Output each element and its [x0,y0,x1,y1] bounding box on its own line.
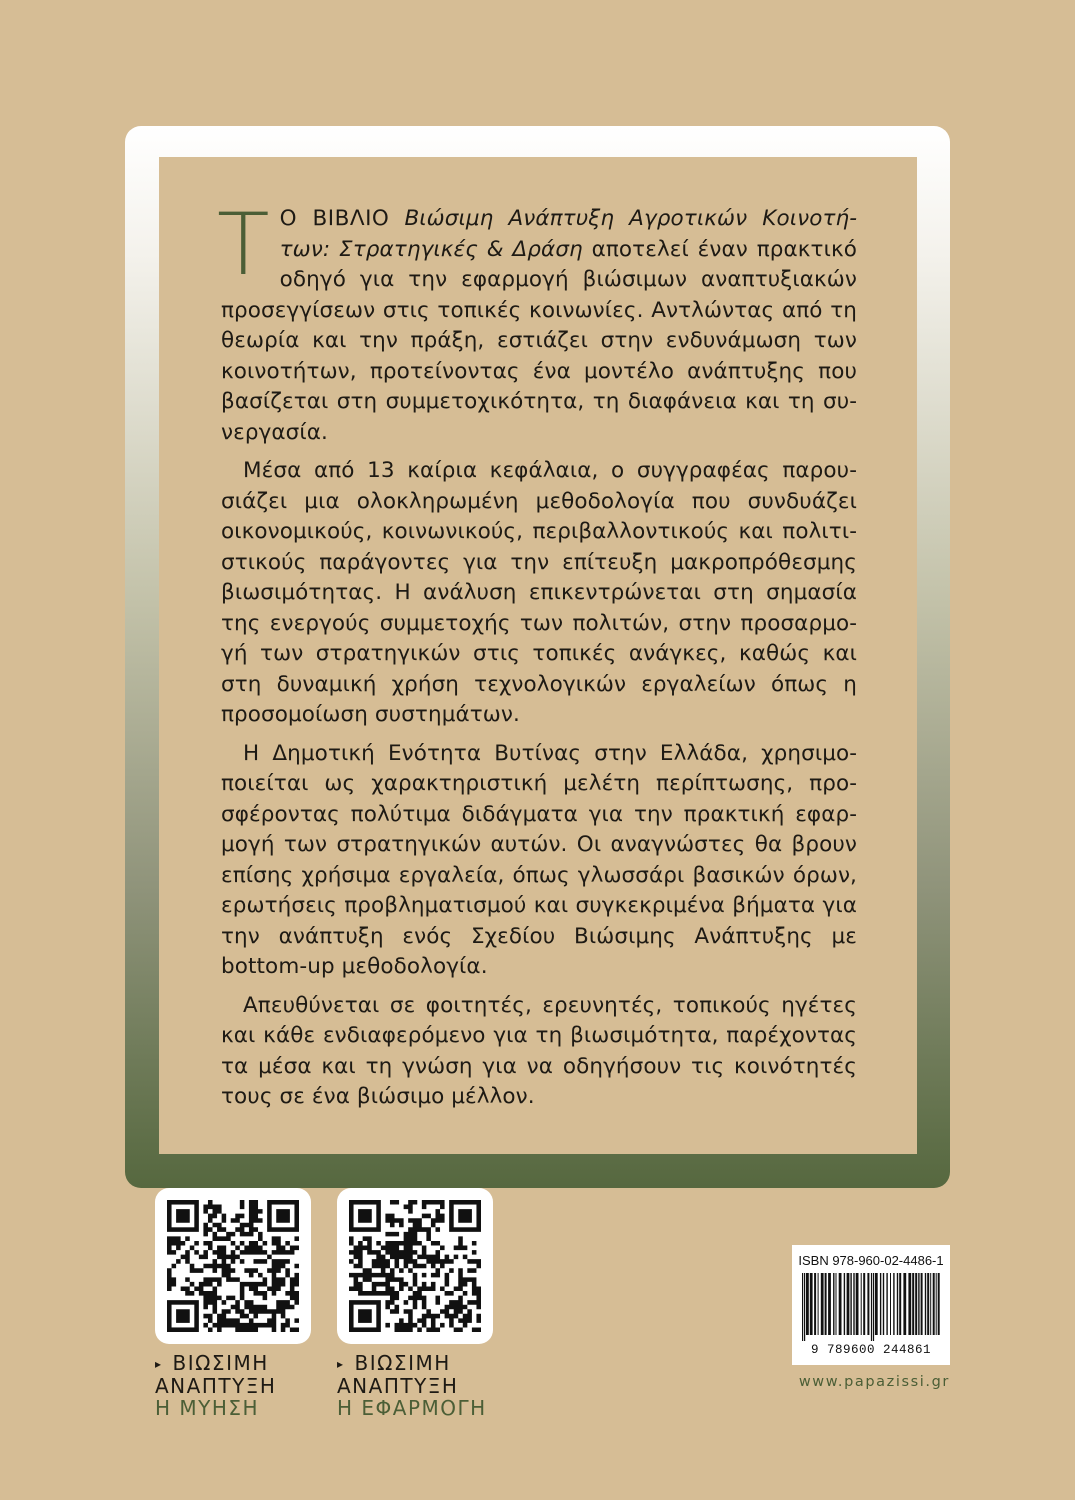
qr-caption-line1: ΒΙΩΣΙΜΗ [354,1351,451,1375]
blurb-paragraph-1-rest: αποτελεί έναν πρακτικό οδηγό για την εφαρμογή βιώσιμων αναπτυξιακών προσεγγίσεων στις τοπικές κοινωνίες. Αντλώντας από τη θεωρία και την πράξη, εστιάζει στην ενδυνάμωση των κοινοτήτων, προτείνοντας ένα μοντέλο ανάπτυξης που βασίζεται στη συμμετοχικότητα, τη διαφάνεια και τη συνεργασία. [221,236,857,445]
qr-code-icon [167,1200,299,1332]
isbn-barcode-block [792,1245,950,1365]
blurb-paragraph-4: Απευθύνεται σε φοιτητές, ερευνητές, τοπικούς ηγέτες και κάθε ενδιαφερόμενο για τη βιωσιμότητα, παρέχοντας τα μέσα και τη γνώση για να οδηγήσουν τις κοινότητές τους σε ένα βιώσιμο μέλλον. [221,992,857,1109]
isbn-label: ISBN 978-960-02-4486-1 [798,1253,944,1268]
qr-code-application[interactable] [337,1188,493,1344]
publisher-website[interactable]: www.papazissi.gr [798,1374,950,1390]
blurb-text [217,195,857,1121]
blurb-paragraph-3: Η Δημοτική Ενότητα Βυτίνας στην Ελλάδα, χρησιμοποιείται ως χαρακτηριστική μελέτη περίπτωσης, προσφέροντας πολύτιμα διδάγματα για την πρακτική εφαρμογή των στρατηγικών αυτών. Οι αναγνώστες θα βρουν επίσης χρήσιμα εργαλεία, όπως γλωσσάρι βασικών όρων, ερωτήσεις προβληματισμού και συγκεκριμένα βήματα για την ανάπτυξη ενός Σχεδίου Βιώσιμης Ανάπτυξης με bottom-up μεθοδολογία. [221,740,857,979]
qr-code-icon [349,1200,481,1332]
blurb-paragraph-1 [217,195,857,448]
book-title: Βιώσιμη Ανάπτυξη Αγροτικών Κοινοτήτων: Στρατηγικές & Δράση [279,206,857,262]
barcode-icon [800,1273,942,1341]
drop-cap: Τ [217,195,270,295]
qr-caption-line1: ΒΙΩΣΙΜΗ [172,1351,269,1375]
qr-caption-subtitle: Η ΕΦΑΡΜΟΓΗ [337,1396,487,1420]
book-label: Ο ΒΙΒΛΙΟ [279,206,390,231]
blurb-paragraph-2: Μέσα από 13 καίρια κεφάλαια, ο συγγραφέας παρουσιάζει μια ολοκληρωμένη μεθοδολογία που συνδυάζει οικονομικούς, κοινωνικούς, περιβαλλοντικούς και πολιτιστικούς παράγοντες για την επίτευξη μακροπρόθεσμης βιωσιμότητας. Η ανάλυση επικεντρώνεται στη σημασία της ενεργούς συμμετοχής των πολιτών, στην προσαρμογή των στρατηγικών στις τοπικές ανάγκες, καθώς και στη δυναμική χρήση τεχνολογικών εργαλείων όπως η προσομοίωση συστημάτων. [221,458,857,727]
qr-caption-initiation [155,1352,276,1419]
qr-caption-line2: ΑΝΑΠΤΥΞΗ [337,1374,459,1398]
qr-caption-application [337,1352,487,1419]
barcode-digits: 9 789600 244861 [810,1343,932,1357]
blurb-panel [159,157,917,1154]
triangle-bullet-icon: ▸ [155,1357,163,1371]
qr-caption-line2: ΑΝΑΠΤΥΞΗ [155,1374,277,1398]
qr-caption-subtitle: Η ΜΥΗΣΗ [155,1396,260,1420]
triangle-bullet-icon: ▸ [337,1357,345,1371]
qr-code-initiation[interactable] [155,1188,311,1344]
